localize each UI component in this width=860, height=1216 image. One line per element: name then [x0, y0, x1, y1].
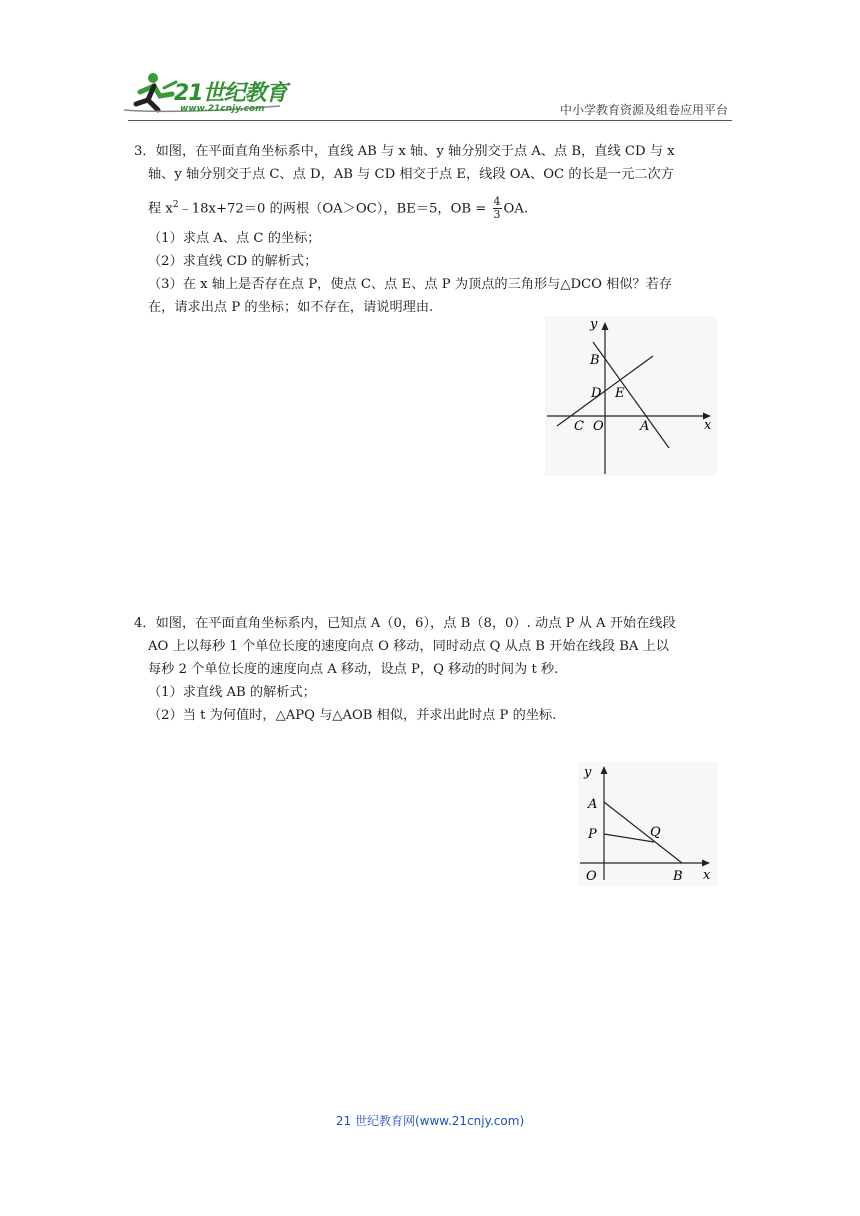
question-4 — [134, 612, 734, 727]
q3-label-o: O — [593, 419, 604, 434]
q4-part-1: （1）求直线 AB 的解析式； — [148, 685, 316, 700]
q3-stem-line-1: 3．如图，在平面直角坐标系中，直线 AB 与 x 轴、y 轴分别交于点 A、点 B，直线 CD 与 x — [134, 144, 675, 159]
q4-figure — [578, 762, 718, 886]
logo-url-text: www.21cnjy.com — [180, 104, 265, 114]
q3-part-1: （1）求点 A、点 C 的坐标； — [148, 231, 321, 247]
q3-label-d: D — [591, 386, 602, 401]
q3-stem-line-2: 轴、y 轴分别交于点 C、点 D，AB 与 CD 相交于点 E，线段 OA、OC 的长是一元二次方 — [148, 167, 674, 182]
logo-main-text: 21世纪教育 — [174, 81, 287, 106]
q3-label-y: y — [590, 317, 598, 332]
q4-stem-line-3: 每秒 2 个单位长度的速度向点 A 移动，设点 P，Q 移动的时间为 t 秒. — [148, 662, 559, 677]
q3-stem-line-3: 程 $x^2﹣18x+72=0$ 的两根（OA＞OC），BE＝5，OB = $\frac{4}{3}$ OA. — [148, 195, 529, 222]
q4-stem-line-1: 4．如图，在平面直角坐标系内，已知点 A（0，6），点 B（8，0）. 动点 P 从 A 开始在线段 — [134, 616, 676, 631]
q3-part-3-line-1: （3）在 x 轴上是否存在点 P，使点 C、点 E、点 P 为顶点的三角形与△DCO 相似？若存 — [148, 277, 673, 293]
q4-label-q: Q — [650, 825, 661, 840]
q3-label-x: x — [704, 418, 712, 433]
q3-label-b: B — [590, 353, 600, 368]
q3-label-e: E — [615, 386, 625, 401]
q4-part-2: （2）当 t 为何值时，△APQ 与△AOB 相似，并求出此时点 P 的坐标. — [148, 708, 557, 723]
q4-label-a: A — [588, 797, 598, 812]
header-divider — [128, 120, 732, 121]
footer-link[interactable]: 21 世纪教育网(www.21cnjy.com) — [335, 1114, 525, 1128]
q3-figure — [545, 316, 717, 476]
q4-label-o: O — [586, 869, 597, 884]
q4-label-p: P — [588, 827, 597, 842]
q4-label-x: x — [703, 868, 711, 883]
site-logo — [120, 70, 295, 120]
q4-label-b: B — [673, 869, 683, 884]
q3-label-a: A — [640, 419, 650, 434]
q3-label-c: C — [574, 419, 584, 434]
q4-stem-line-2: AO 上以每秒 1 个单位长度的速度向点 O 移动，同时动点 Q 从点 B 开始在线段 BA 上以 — [148, 639, 669, 654]
q3-part-2: （2）求直线 CD 的解析式； — [148, 254, 318, 270]
q4-label-y: y — [584, 765, 592, 780]
platform-name: 中小学教育资源及组卷应用平台 — [559, 103, 728, 117]
question-3 — [134, 140, 734, 319]
fraction-4-3: $\frac{4}{3}$ — [493, 195, 501, 222]
q3-part-3-line-2: 在，请求出点 P 的坐标；如不存在，请说明理由. — [148, 300, 434, 316]
